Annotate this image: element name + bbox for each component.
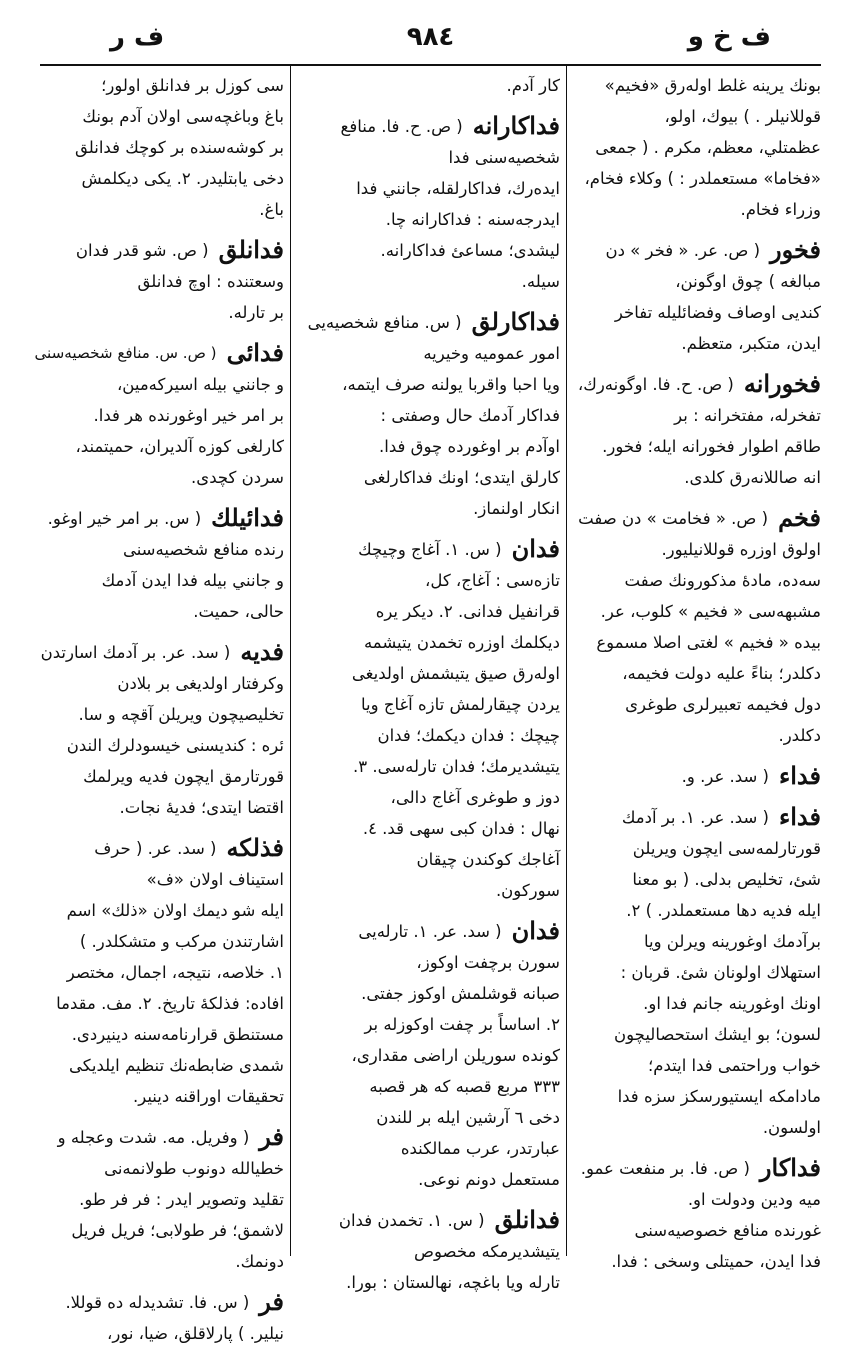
- entry-line: تقليد وتصوير ايدر : فر فر طو.: [79, 1190, 284, 1209]
- entry-line: دكلدر؛ بناءً عليه دولت فخيمه،: [622, 664, 821, 683]
- entry-headword: فخم: [778, 503, 821, 532]
- entry-line: صبانه قوشلمش اوكوز جفتى.: [361, 984, 560, 1003]
- entry-line: ايله شو ديمك اولان «ذلك» اسم: [66, 901, 284, 920]
- entry-line: انكار اولنماز.: [473, 499, 560, 518]
- entry-headword: فديه: [240, 637, 284, 666]
- entry-line: مشبهەسى « فخيم » كلوب، عر.: [600, 602, 821, 621]
- entry-line: سورن برچفت اوكوز،: [416, 953, 560, 972]
- entry-line: كونده سوريلن اراضى مقدارى،: [351, 1046, 560, 1065]
- dictionary-entry: [34, 338, 284, 493]
- dictionary-entry: [574, 235, 821, 359]
- dictionary-entry: [40, 833, 284, 1112]
- entry-line: اولسون.: [762, 1118, 821, 1137]
- entry-line: وكرفتار اولديغى بر بلادن: [117, 674, 284, 693]
- entry-line: قوللانيلر . ) بيوك، اولو،: [664, 107, 821, 126]
- entry-line: قورتارلمەسى ايچون ويريلن: [632, 839, 821, 858]
- dictionary-entry: [298, 534, 560, 906]
- entry-headword: فدانلق: [494, 1205, 560, 1234]
- entry-line: ( ص. عر. « فخر » دن: [605, 241, 761, 260]
- entry-line: ( س. ١. تخمدن فدان: [338, 1211, 485, 1230]
- entry-line: مستنطق قرارنامەسنه دينيردى.: [71, 1025, 284, 1044]
- entry-line: مادامكه ايستيورسكز سزه فدا: [617, 1087, 821, 1106]
- dictionary-entry: [40, 1122, 284, 1277]
- entry-headword: فداء: [778, 761, 821, 790]
- entry-line: وسعتنده : اوچ فدانلق: [137, 272, 284, 291]
- entry-line: فداكار آدمك حال وصفتى :: [380, 406, 560, 425]
- entry-line: بر كوشەسنده بر كوچك فدانلق: [75, 138, 284, 157]
- entry-line: ( س. منافع شخصيەيى: [307, 313, 462, 332]
- entry-line: افاده: فذلكۀ تاريخ. ٢. مف. مقدما: [56, 994, 284, 1013]
- dictionary-entry: [574, 503, 821, 751]
- entry-line: ١. خلاصه، نتيجه، اجمال، مختصر: [66, 963, 284, 982]
- dictionary-entry: [298, 70, 560, 101]
- entry-line: تفخرله، مفتخرانه : بر: [674, 406, 821, 425]
- entry-headword: فر: [259, 1287, 284, 1316]
- dictionary-entry: [574, 369, 821, 493]
- dictionary-entry: [574, 802, 821, 1143]
- entry-line: وزراء فخام.: [740, 200, 821, 219]
- entry-line: و جانني بيله اسيركەمين،: [116, 375, 284, 394]
- entry-line: ايدرجەسنه : فداكارانه چا.: [385, 210, 560, 229]
- entry-line: حالى، حميت.: [193, 602, 284, 621]
- entry-line: اولەرق صيق يتيشمش اولديغى: [351, 664, 560, 683]
- entry-line: دخى يابتليدر. ٢. يكى ديكلمش: [81, 169, 284, 188]
- entry-line: فدا ايدن، حميتلى وسخى : فدا.: [611, 1252, 821, 1271]
- dictionary-entry: [298, 307, 560, 524]
- entry-line: عبارتدر، عرب ممالكنده: [400, 1139, 560, 1158]
- entry-line: يتيشديرمك؛ فدان تارلەسى. ٣.: [352, 757, 560, 776]
- entry-line: قورتارمق ايچون فديه ويرلمك: [83, 767, 284, 786]
- entry-line: نيلير. ) پارلاقلق، ضيا، نور،: [107, 1324, 284, 1343]
- entry-line: نهال : فدان كبى سهى قد. ٤.: [362, 819, 560, 838]
- entry-line: ( سد. عر. ١. بر آدمك: [621, 808, 769, 827]
- entry-line: ( ص. فا. بر منفعت عمو.: [580, 1159, 750, 1178]
- dictionary-entry: [40, 70, 284, 225]
- entry-line: تخليصيچون ويريلن آقچه و سا.: [78, 705, 284, 724]
- entry-line: بر تارله.: [228, 303, 284, 322]
- entry-line: ايدەرك، فداكارلقله، جانني فدا: [356, 179, 560, 198]
- entry-headword: فداكار: [759, 1153, 821, 1182]
- entry-line: ( سد. عر. ١. تارلەيى: [358, 922, 502, 941]
- entry-line: بونك يرينه غلط اولەرق «فخيم»: [604, 76, 821, 95]
- entry-line: عظمتلي، معظم، مكرم . ( جمعى: [595, 138, 821, 157]
- entry-line: اونك اوغورينه جانم فدا او.: [643, 994, 821, 1013]
- entry-headword: فداكارانه: [472, 111, 560, 140]
- entry-line: انه صاللانەرق كلدى.: [684, 468, 821, 487]
- column-divider: [566, 66, 567, 1256]
- entry-line: شمدى ضابطەنك تنظيم ايلديكى: [68, 1056, 284, 1075]
- entry-line: كنديى اوصاف وفضائليله تفاخر: [614, 303, 821, 322]
- entry-line: اوآدم بر اوغورده چوق فدا.: [379, 437, 560, 456]
- entry-line: چيچك : فدان ديكمك؛ فدان: [377, 726, 560, 745]
- entry-line: ( سد. عر. و.: [681, 767, 769, 786]
- entry-line: يتيشديرمكه مخصوص: [414, 1242, 560, 1261]
- column-middle: [298, 70, 560, 1292]
- entry-line: آغاجك كوكندن چيقان: [416, 850, 560, 869]
- entry-line: ليشدى؛ مساعئ فداكارانه.: [380, 241, 560, 260]
- dictionary-entry: [298, 1205, 560, 1298]
- entry-line: ( سد. عر. ( حرف: [94, 839, 217, 858]
- entry-line: باغ.: [259, 200, 284, 219]
- entry-headword: فخورانه: [743, 369, 821, 398]
- entry-line: ويا احبا واقربا يولنه صرف ايتمه،: [342, 375, 560, 394]
- entry-line: دكلدر.: [778, 726, 821, 745]
- entry-headword: فذلكه: [226, 833, 284, 862]
- entry-line: شئ، تخليص بدلى. ( بو معنا: [632, 870, 821, 889]
- entry-line: كارلغى كوزه آلديران، حميتمند،: [75, 437, 284, 456]
- dictionary-entry: [40, 637, 284, 823]
- entry-line: كار آدم.: [506, 76, 560, 95]
- entry-headword: فداكارلق: [471, 307, 560, 336]
- entry-line: استيناف اولان «ف»: [146, 870, 284, 889]
- column-right: [574, 70, 821, 1271]
- entry-headword: فر: [259, 1122, 284, 1151]
- entry-headword: فدان: [511, 534, 560, 563]
- entry-line: دخى ٦ آرشين ايله بر للندن: [376, 1108, 560, 1127]
- entry-line: ( ص. ح. فا. منافع: [340, 117, 463, 136]
- header-letters-right: ف خ و: [687, 22, 771, 52]
- entry-line: اقتضا ايتدى؛ فديۀ نجات.: [119, 798, 284, 817]
- entry-line: ( وفريل. مه. شدت وعجله و: [57, 1128, 250, 1147]
- entry-line: ( س. بر امر خير اوغو.: [47, 509, 202, 528]
- entry-line: بر امر خير اوغورنده هر فدا.: [93, 406, 284, 425]
- entry-line: اولوق اوزره قوللانيليور.: [661, 540, 821, 559]
- entry-line: دونمك.: [235, 1252, 284, 1271]
- entry-line: ٢. اساساً بر چفت اوكوزله بر: [364, 1015, 560, 1034]
- column-left: [34, 70, 284, 1343]
- entry-line: امور عموميه وخيريه: [423, 344, 560, 363]
- entry-line: بيده « فخيم » لغتى اصلا مسموع: [596, 633, 821, 652]
- entry-line: اشارتندن مركب و متشكلدر. ): [79, 932, 284, 951]
- entry-line: لاشمق؛ فر طولابى؛ فريل فريل: [71, 1221, 284, 1240]
- entry-line: رنده منافع شخصيەسنى: [122, 540, 284, 559]
- column-divider: [290, 66, 291, 1256]
- entry-line: شخصيەسنى فدا: [448, 148, 560, 167]
- entry-headword: فدائى: [226, 338, 284, 367]
- entry-line: «فخاما» مستعملدر : ) وكلاء فخام،: [584, 169, 821, 188]
- entry-line: تارلە ويا باغچه، نهالستان : بورا.: [346, 1273, 560, 1292]
- entry-line: ( س. فا. تشديدله ده قوللا.: [65, 1293, 250, 1312]
- header-rule: [40, 64, 821, 66]
- entry-line: ( ص. شو قدر فدان: [75, 241, 209, 260]
- entry-line: و جانني بيله فدا ايدن آدمك: [101, 571, 284, 590]
- entry-line: قرانفيل فدانى. ٢. ديكر يره: [375, 602, 560, 621]
- entry-line: تحقيقات اوراقنه دينير.: [132, 1087, 284, 1106]
- entry-line: غورنده منافع خصوصيەسنى: [634, 1221, 821, 1240]
- entry-line: خطيالله دونوب طولانمەنى: [104, 1159, 284, 1178]
- entry-line: سوركون.: [495, 881, 560, 900]
- entry-line: طاقم اطوار فخورانه ايله؛ فخور.: [602, 437, 821, 456]
- header-letters-left: ف ر: [110, 22, 165, 52]
- dictionary-entry: [40, 503, 284, 627]
- entry-line: خواب وراحتمى فدا ايتدم؛: [648, 1056, 821, 1075]
- entry-line: دوز و طوغرى آغاج دالى،: [390, 788, 560, 807]
- entry-line: سيله.: [521, 272, 560, 291]
- entry-line: لسون؛ بو ايشك استحصاليچون: [614, 1025, 821, 1044]
- page-number: ٩٨٤: [406, 22, 455, 52]
- dictionary-entry: [298, 916, 560, 1195]
- entry-line: ٣٣٣ مربع قصبه كه هر قصبه: [369, 1077, 560, 1096]
- entry-headword: فخور: [770, 235, 821, 264]
- entry-headword: فدائيلك: [211, 503, 284, 532]
- dictionary-entry: [574, 761, 821, 792]
- entry-line: مستعمل دونم نوعى.: [418, 1170, 560, 1189]
- entry-line: باغ وباغچەسى اولان آدم بونك: [82, 107, 284, 126]
- entry-line: يردن چيقارلمش تازه آغاج ويا: [361, 695, 560, 714]
- entry-headword: فداء: [778, 802, 821, 831]
- entry-line: ( سد. عر. بر آدمك اسارتدن: [40, 643, 231, 662]
- dictionary-entry: [40, 235, 284, 328]
- entry-line: دول فخيمه تعبيرلرى طوغرى: [625, 695, 821, 714]
- entry-line: كارلق ايتدى؛ اونك فداكارلغى: [363, 468, 560, 487]
- entry-line: سردن كچدى.: [191, 468, 284, 487]
- dictionary-entry: [40, 1287, 284, 1349]
- entry-line: ايدن، متكبر، متعظم.: [681, 334, 821, 353]
- page-header: [40, 22, 821, 64]
- entry-line: ( ص. س. منافع شخصيەسنى: [34, 344, 217, 362]
- entry-line: تازەسى : آغاج، كل،: [425, 571, 560, 590]
- entry-line: ديكلمك اوزره تخمدن يتيشمه: [363, 633, 560, 652]
- dictionary-entry: [574, 70, 821, 225]
- entry-line: استهلاك اولونان شئ. قربان :: [620, 963, 821, 982]
- dictionary-entry: [574, 1153, 821, 1277]
- entry-line: مبالغه ) چوق اوگونن،: [675, 272, 821, 291]
- entry-headword: فدان: [511, 916, 560, 945]
- entry-line: ( س. ١. آغاج وچيچك: [358, 540, 502, 559]
- entry-line: ميه ودين ودولت او.: [687, 1190, 821, 1209]
- entry-line: ( ص. ح. فا. اوگونەرك،: [577, 375, 734, 394]
- entry-line: سى كوزل بر فدانلق اولور؛: [101, 76, 284, 95]
- entry-line: برآدمك اوغورينه ويرلن ويا: [643, 932, 821, 951]
- entry-line: ايله فديه دها مستعملدر. ) ٢.: [626, 901, 821, 920]
- entry-line: ( ص. « فخامت » دن صفت: [578, 509, 769, 528]
- entry-line: ئره : كنديسنى خيسودلرك الندن: [66, 736, 284, 755]
- entry-line: سەده، مادۀ مذكورونك صفت: [624, 571, 821, 590]
- entry-headword: فدانلق: [218, 235, 284, 264]
- dictionary-entry: [298, 111, 560, 297]
